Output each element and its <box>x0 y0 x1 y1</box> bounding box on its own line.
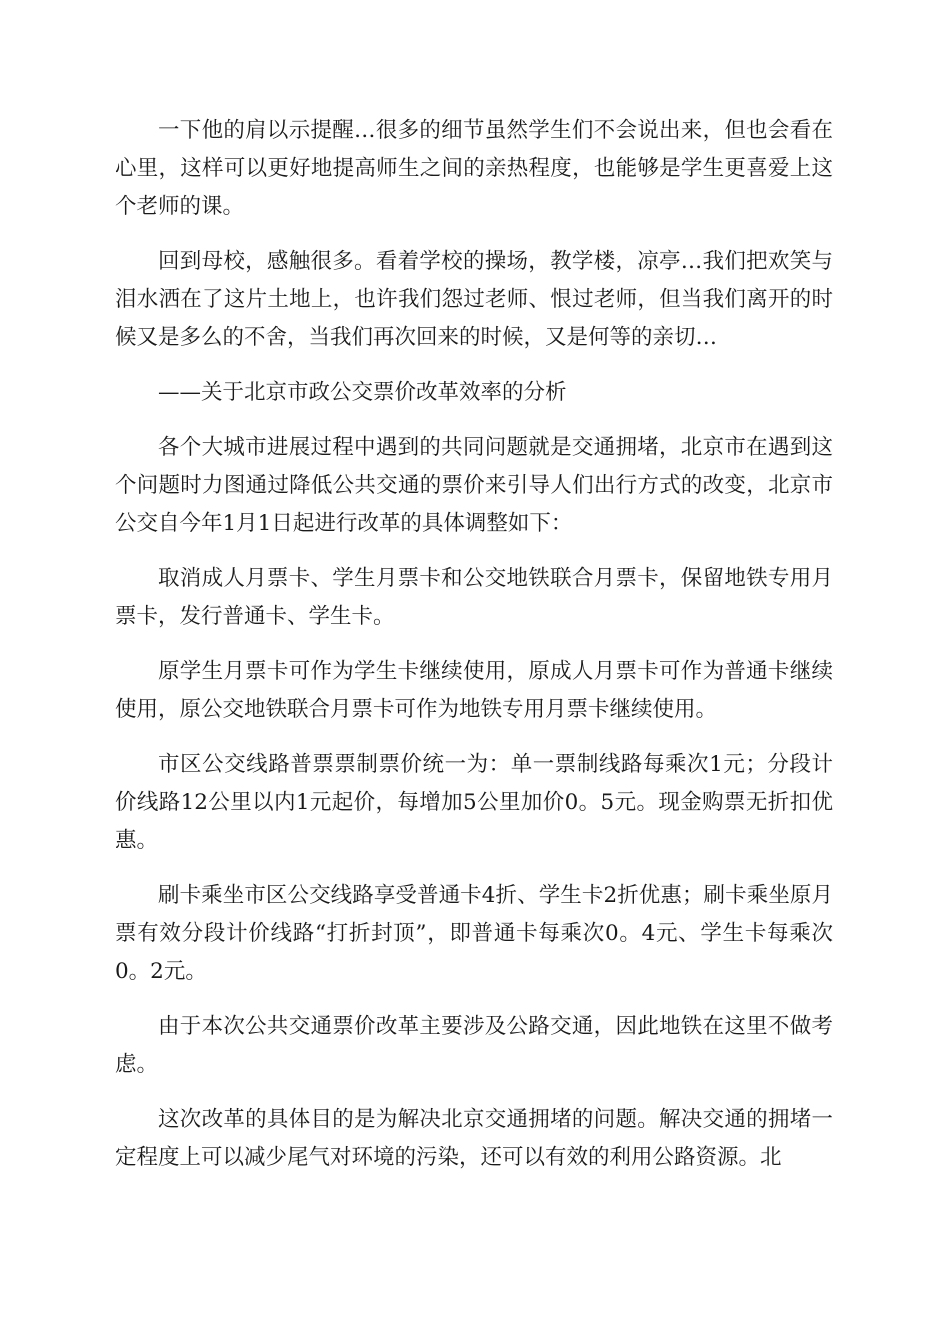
paragraph: 取消成人月票卡、学生月票卡和公交地铁联合月票卡，保留地铁专用月票卡，发行普通卡、学生卡。 <box>115 566 833 629</box>
section-subtitle: ——关于北京市政公交票价改革效率的分析 <box>158 380 567 405</box>
paragraph: 由于本次公共交通票价改革主要涉及公路交通，因此地铁在这里不做考虑。 <box>115 1014 833 1077</box>
paragraph: 刷卡乘坐市区公交线路享受普通卡4折、学生卡2折优惠；刷卡乘坐原月票有效分段计价线路“打折封顶”，即普通卡每乘次0。4元、学生卡每乘次0。2元。 <box>115 883 833 984</box>
paragraph: 这次改革的具体目的是为解决北京交通拥堵的问题。解决交通的拥堵一定程度上可以减少尾气对环境的污染，还可以有效的利用公路资源。北 <box>115 1107 833 1170</box>
paragraph: 原学生月票卡可作为学生卡继续使用，原成人月票卡可作为普通卡继续使用，原公交地铁联合月票卡可作为地铁专用月票卡继续使用。 <box>115 659 833 722</box>
document-body <box>115 112 833 1194</box>
paragraph: 各个大城市进展过程中遇到的共同问题就是交通拥堵，北京市在遇到这个问题时力图通过降低公共交通的票价来引导人们出行方式的改变，北京市公交自今年1月1日起进行改革的具体调整如下： <box>115 435 833 536</box>
paragraph: 回到母校，感触很多。看着学校的操场，教学楼，凉亭…我们把欢笑与泪水洒在了这片土地上，也许我们怨过老师、恨过老师，但当我们离开的时候又是多么的不舍，当我们再次回来的时候，又是何等的亲切… <box>115 249 833 350</box>
paragraph: 市区公交线路普票票制票价统一为：单一票制线路每乘次1元；分段计价线路12公里以内1元起价，每增加5公里加价0。5元。现金购票无折扣优惠。 <box>115 752 833 853</box>
paragraph: 一下他的肩以示提醒…很多的细节虽然学生们不会说出来，但也会看在心里，这样可以更好地提高师生之间的亲热程度，也能够是学生更喜爱上这个老师的课。 <box>115 118 833 219</box>
